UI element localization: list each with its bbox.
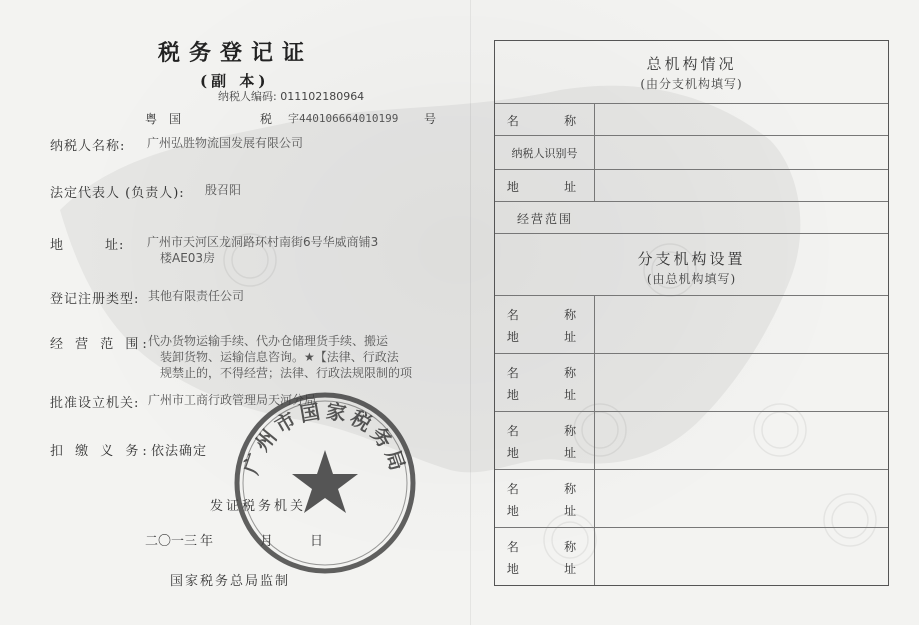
branch-section-subtitle: (由总机构填写) [646, 272, 737, 286]
hq-section-header [495, 41, 888, 103]
hq-section-subtitle: (由分支机构填写) [640, 77, 743, 91]
hq-taxpayer-id-row [495, 135, 888, 169]
branch-name-label: 名 称 [506, 482, 583, 496]
certificate-title: 税务登记证 [158, 40, 314, 66]
hq-name-label: 名 称 [506, 114, 583, 128]
taxpayer-code: 纳税人编码: 011102180964 [218, 90, 365, 103]
branch-name-label: 名 称 [506, 308, 583, 322]
hq-name-row [495, 103, 888, 135]
supervision-note: 国家税务总局监制 [170, 574, 291, 589]
branch-entry-4 [495, 469, 888, 527]
branch-entry-1 [495, 295, 888, 353]
issue-date-year-unit: 年 [200, 534, 214, 549]
branch-name-label: 名 称 [506, 424, 583, 438]
address-value-line-1: 广州市天河区龙洞路环村南街6号华威商铺3 [147, 235, 379, 249]
issuing-tax-authority: 发证税务机关 [210, 499, 307, 514]
taxpayer-name-value: 广州弘胜物流国发展有限公司 [147, 136, 304, 150]
branch-entry-2 [495, 353, 888, 411]
approval-authority-value: 广州市工商行政管理局天河分局 [148, 393, 317, 407]
legal-representative-label: 法定代表人 (负责人): [50, 186, 185, 201]
hq-address-label: 地 址 [506, 180, 583, 194]
branch-address-label: 地 址 [506, 330, 583, 344]
issue-date-year: 二〇一三 [145, 534, 198, 549]
withholding-obligation-value: 依法确定 [151, 444, 208, 459]
business-scope-line-2: 装卸货物、运输信息咨询。★【法律、行政法 [160, 350, 399, 364]
registration-type-value: 其他有限责任公司 [148, 289, 245, 303]
branch-entry-3 [495, 411, 888, 469]
hq-address-row [495, 169, 888, 201]
document-number: 字440106664010199 [288, 112, 399, 125]
hq-business-scope-label: 经营范围 [516, 212, 573, 226]
branch-section-title: 分支机构设置 [637, 250, 746, 268]
hq-business-scope-row [495, 201, 888, 233]
branch-address-label: 地 址 [506, 446, 583, 460]
document-word-mid: 税 [260, 112, 273, 126]
branch-entry-5 [495, 527, 888, 585]
approval-authority-label: 批准设立机关: [50, 396, 140, 411]
branch-address-label: 地 址 [506, 562, 583, 576]
document-word-prefix: 粤国 [145, 112, 194, 126]
organization-table [494, 40, 889, 586]
seal-text: 广州市国家税务局 [238, 398, 412, 478]
address-value-line-2: 楼AE03房 [160, 251, 216, 265]
branch-name-label: 名 称 [506, 540, 583, 554]
hq-taxpayer-id-label: 纳税人识别号 [511, 147, 578, 160]
document-word-suffix: 号 [424, 112, 437, 126]
branch-address-label: 地 址 [506, 504, 583, 518]
branch-address-label: 地 址 [506, 388, 583, 402]
registration-type-label: 登记注册类型: [50, 292, 140, 307]
issue-date-day-unit: 日 [310, 534, 324, 549]
legal-representative-value: 殷召阳 [205, 183, 242, 197]
branch-section-header [495, 233, 888, 295]
hq-section-title: 总机构情况 [646, 55, 737, 73]
address-label: 地 址: [50, 238, 125, 253]
business-scope-line-1: 代办货物运输手续、代办仓储理货手续、搬运 [148, 334, 389, 348]
withholding-obligation-label: 扣 缴 义 务: [50, 444, 151, 459]
issue-date-month-unit: 月 [260, 534, 274, 549]
certificate-subtitle: (副 本) [200, 72, 270, 90]
official-seal [230, 388, 420, 578]
branch-name-label: 名 称 [506, 366, 583, 380]
business-scope-line-3: 规禁止的，不得经营；法律、行政法规限制的项 [160, 366, 413, 380]
page-fold [470, 0, 471, 625]
business-scope-label: 经 营 范 围: [50, 337, 151, 352]
taxpayer-name-label: 纳税人名称: [50, 139, 126, 154]
